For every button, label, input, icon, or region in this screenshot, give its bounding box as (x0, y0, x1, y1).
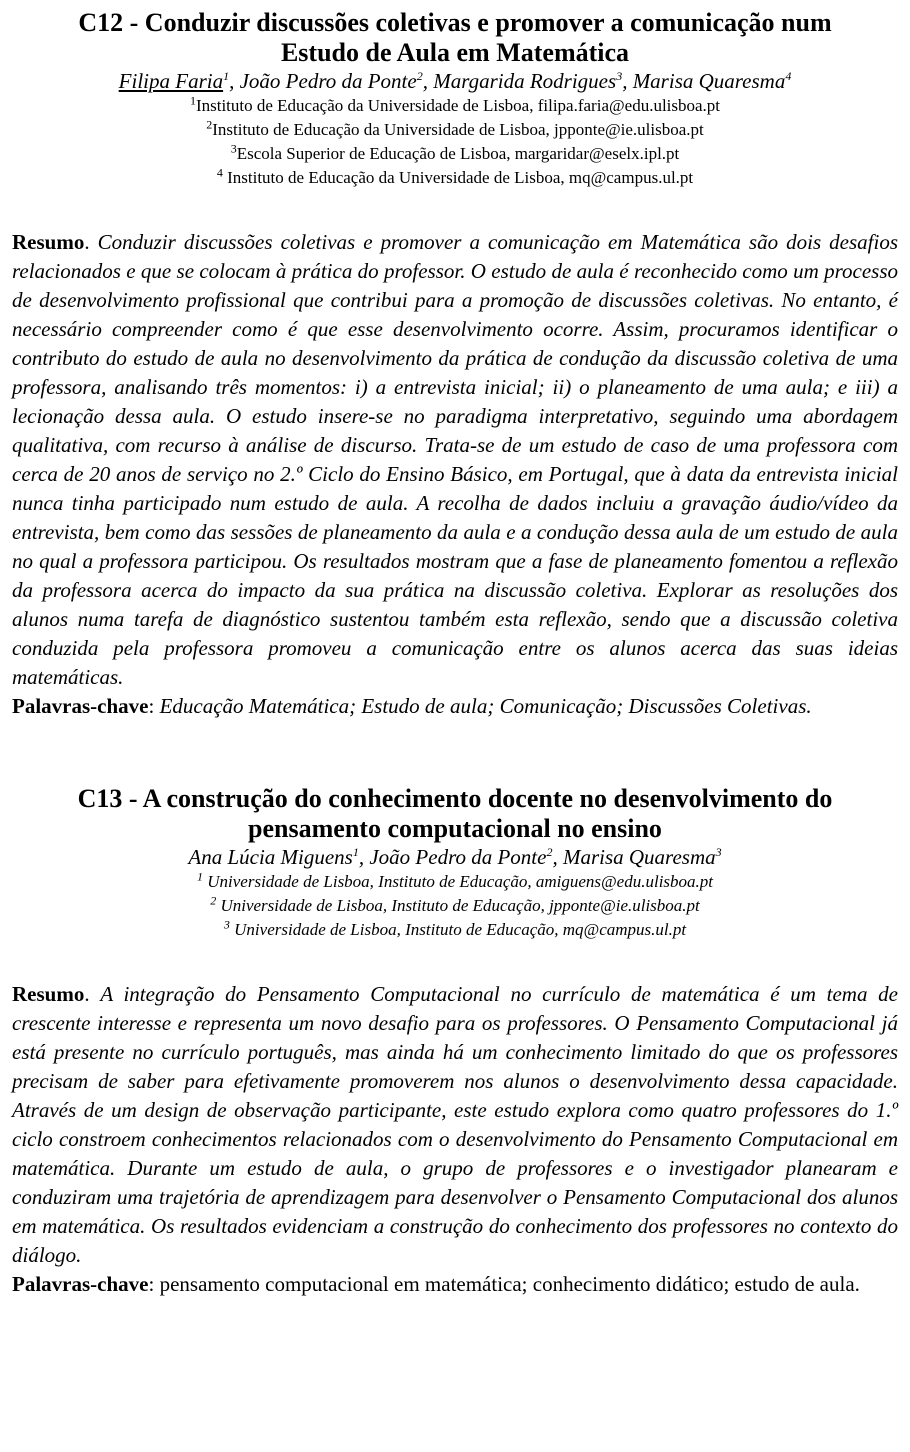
affiliation-sup: 1 (197, 869, 203, 884)
author-separator: , (229, 69, 240, 93)
affiliation-text: Instituto de Educação da Universidade de Lisboa, filipa.faria@edu.ulisboa.pt (195, 96, 721, 115)
entry-title-line-2: Estudo de Aula em Matemática (280, 38, 630, 67)
affiliation-sup: 3 (223, 917, 230, 932)
keywords-text: Educação Matemática; Estudo de aula; Comunicação; Discussões Coletivas. (159, 694, 812, 718)
affiliation-sup: 2 (210, 893, 217, 908)
author-list (12, 68, 898, 94)
author-sup: 4 (785, 69, 792, 83)
affiliation (12, 870, 898, 894)
affiliation (12, 94, 898, 118)
abstract-text: Conduzir discussões coletivas e promover a comunicação em Matemática são dois desafios relacionados e que se colocam à prática do professor. O estudo de aula é reconhecido como um processo de desenvolvimento profissional que contribui para a promoção de discussões coletivas. No entanto, é necessário compreender como é que esse desenvolvimento ocorre. Assim, procuramos identificar o contributo do estudo de aula no desenvolvimento da prática de condução da discussão coletiva de uma professora, analisando três momentos: i) a entrevista inicial; ii) o planeamento de uma aula; e iii) a lecionação dessa aula. O estudo insere-se no paradigma interpretativo, seguindo uma abordagem qualitativa, com recurso à análise de discurso. Trata-se de um estudo de caso de uma professora com cerca de 20 anos de serviço no 2.º Ciclo do Ensino Básico, em Portugal, que à data da entrevista inicial nunca tinha participado num estudo de aula. A recolha de dados incluiu a gravação áudio/vídeo da entrevista, bem como das sessões de planeamento da aula e a condução dessa aula de um estudo de aula no qual a professora participou. Os resultados mostram que a fase de planeamento fomentou a reflexão da professora acerca do impacto da sua prática na discussão coletiva. Explorar as resoluções dos alunos numa tarefa de diagnóstico sustentou também esta reflexão, sendo que a discussão coletiva conduzida pela professora promoveu a comunicação entre os alunos acerca das suas ideias matemáticas. (12, 230, 899, 689)
keywords-paragraph (12, 1270, 898, 1298)
affiliation-sup: 2 (206, 117, 213, 132)
entry-title-line-1: C13 - A construção do conhecimento docente no desenvolvimento do (77, 784, 833, 813)
author-name: Marisa Quaresma (632, 69, 786, 93)
author-name: João Pedro da Ponte (239, 69, 417, 93)
affiliation (12, 118, 898, 142)
abstract-label: Resumo (12, 230, 85, 254)
author-name: João Pedro da Ponte (369, 845, 547, 869)
abstract-entry-c13 (12, 784, 898, 1298)
affiliation (12, 894, 898, 918)
affiliation-sup: 3 (230, 141, 237, 156)
abstract-paragraph (12, 228, 898, 692)
affiliation-text: Universidade de Lisboa, Instituto de Educação, mq@campus.ul.pt (229, 920, 687, 939)
author-name: Marisa Quaresma (562, 845, 716, 869)
entry-title (12, 8, 898, 68)
keywords-text: pensamento computacional em matemática; conhecimento didático; estudo de aula. (159, 1272, 860, 1296)
author-sup: 2 (546, 845, 553, 859)
abstract-paragraph (12, 980, 898, 1270)
entry-title (12, 784, 898, 844)
author-name: Margarida Rodrigues (433, 69, 617, 93)
author-sup: 3 (715, 845, 722, 859)
author-sup: 1 (352, 845, 359, 859)
keywords-label: Palavras-chave (12, 694, 149, 718)
author-sup: 3 (616, 69, 623, 83)
keywords-label: Palavras-chave (12, 1272, 149, 1296)
author-sup: 2 (416, 69, 423, 83)
keywords-separator: : (148, 694, 160, 718)
keywords-separator: : (148, 1272, 160, 1296)
affiliation (12, 918, 898, 942)
entry-title-line-1: C12 - Conduzir discussões coletivas e promover a comunicação num (78, 8, 832, 37)
author-separator: , (358, 845, 370, 869)
affiliation (12, 166, 898, 190)
author-separator: , (622, 69, 633, 93)
abstract-text: A integração do Pensamento Computacional no currículo de matemática é um tema de crescente interesse e representa um novo desafio para os professores. O Pensamento Computacional já está presente no currículo português, mas ainda há um conhecimento limitado do que os professores precisam de saber para efetivamente promoverem nos alunos o desenvolvimento dessa capacidade. Através de um design de observação participante, este estudo explora como quatro professores do 1.º ciclo constroem conhecimentos relacionados com o desenvolvimento do Pensamento Computacional em matemática. Durante um estudo de aula, o grupo de professores e o investigador planearam e conduziram uma trajetória de aprendizagem para desenvolver o Pensamento Computacional dos alunos em matemática. Os resultados evidenciam a construção do conhecimento dos professores no contexto do diálogo. (12, 982, 899, 1267)
keywords-paragraph (12, 692, 898, 720)
author-separator: , (552, 845, 563, 869)
affiliation-text: Universidade de Lisboa, Instituto de Educação, jpponte@ie.ulisboa.pt (216, 896, 700, 915)
author-sup: 1 (223, 69, 230, 83)
affiliation-text: Instituto de Educação da Universidade de Lisboa, jpponte@ie.ulisboa.pt (212, 120, 704, 139)
affiliation (12, 142, 898, 166)
affiliation-text: Universidade de Lisboa, Instituto de Educação, amiguens@edu.ulisboa.pt (203, 872, 713, 891)
author-list (12, 844, 898, 870)
abstract-label-separator: . (84, 982, 101, 1006)
affiliation-sup: 1 (189, 93, 196, 108)
affiliation-text: Escola Superior de Educação de Lisboa, margaridar@eselx.ipl.pt (236, 144, 680, 163)
affiliation-text: Instituto de Educação da Universidade de Lisboa, mq@campus.ul.pt (222, 168, 694, 187)
abstract-entry-c12 (12, 8, 898, 720)
author-separator: , (422, 69, 434, 93)
affiliation-sup: 4 (216, 165, 223, 180)
abstract-label: Resumo (12, 982, 85, 1006)
author-name: Ana Lúcia Miguens (188, 845, 353, 869)
author-name: Filipa Faria (118, 69, 224, 93)
entry-title-line-2: pensamento computacional no ensino (248, 814, 662, 843)
abstract-label-separator: . (84, 230, 98, 254)
